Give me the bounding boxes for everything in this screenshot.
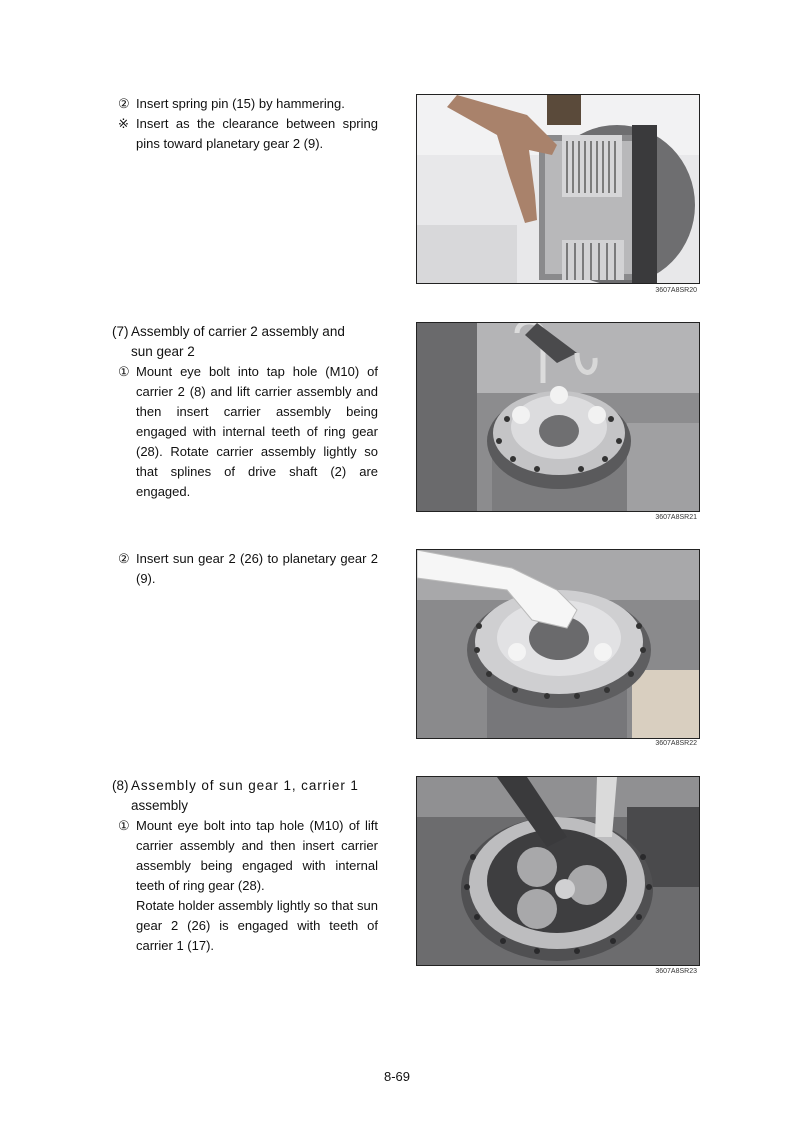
circled-number-1: ① (118, 818, 130, 833)
note-item (112, 114, 378, 154)
circled-number-1: ① (118, 364, 130, 379)
instruction-item (112, 362, 378, 502)
section-heading (112, 322, 378, 362)
section-title-line2: assembly (131, 798, 189, 813)
step-sun-gear-1-carrier-1 (112, 776, 378, 956)
instruction-text: Insert sun gear 2 (26) to planetary gear 2 (9). (136, 551, 378, 586)
instruction-item (112, 816, 378, 896)
section-number: (8) (112, 778, 129, 793)
reference-mark-icon: ※ (118, 116, 129, 131)
photo-caption: 3607A8SR23 (655, 968, 697, 975)
photo-carrier-2-assembly (416, 322, 700, 512)
circled-number-2: ② (118, 96, 130, 111)
photo-caption: 3607A8SR20 (655, 287, 697, 294)
photo-caption: 3607A8SR21 (655, 514, 697, 521)
instruction-text: Mount eye bolt into tap hole (M10) of lift carrier assembly and then insert carrier assembly being engaged with internal teeth of ring gear (28). (136, 818, 378, 893)
section-number: (7) (112, 324, 129, 339)
page-number: 8-69 (383, 1069, 411, 1084)
section-title-line2: sun gear 2 (131, 344, 195, 359)
section-title-line1: Assembly of carrier 2 assembly and (131, 324, 345, 339)
photo-sun-gear-1-carrier-1 (416, 776, 700, 966)
instruction-item (112, 94, 378, 114)
step-carrier-2-assembly (112, 322, 378, 502)
note-text: Rotate holder assembly lightly so that sun gear 2 (26) is engaged with teeth of carrier 1 (17). (136, 898, 378, 953)
step-sun-gear-2 (112, 549, 378, 589)
section-heading (112, 776, 378, 816)
section-title-line1: Assembly of sun gear 1, carrier 1 (131, 778, 359, 793)
photo-sun-gear-insertion (416, 549, 700, 739)
instruction-text: Mount eye bolt into tap hole (M10) of carrier 2 (8) and lift carrier assembly and then insert carrier assembly being engaged with internal teeth of ring gear (28). Rotate carrier assembly lightly so that splines of drive shaft (2) are engaged. (136, 364, 378, 499)
note-text: Insert as the clearance between spring pins toward planetary gear 2 (9). (136, 116, 378, 151)
photo-caption: 3607A8SR22 (655, 740, 697, 747)
circled-number-2: ② (118, 551, 130, 566)
instruction-item (112, 549, 378, 589)
step-spring-pin (112, 94, 378, 154)
photo-spring-pin-insertion (416, 94, 700, 284)
instruction-text: Insert spring pin (15) by hammering. (136, 96, 345, 111)
